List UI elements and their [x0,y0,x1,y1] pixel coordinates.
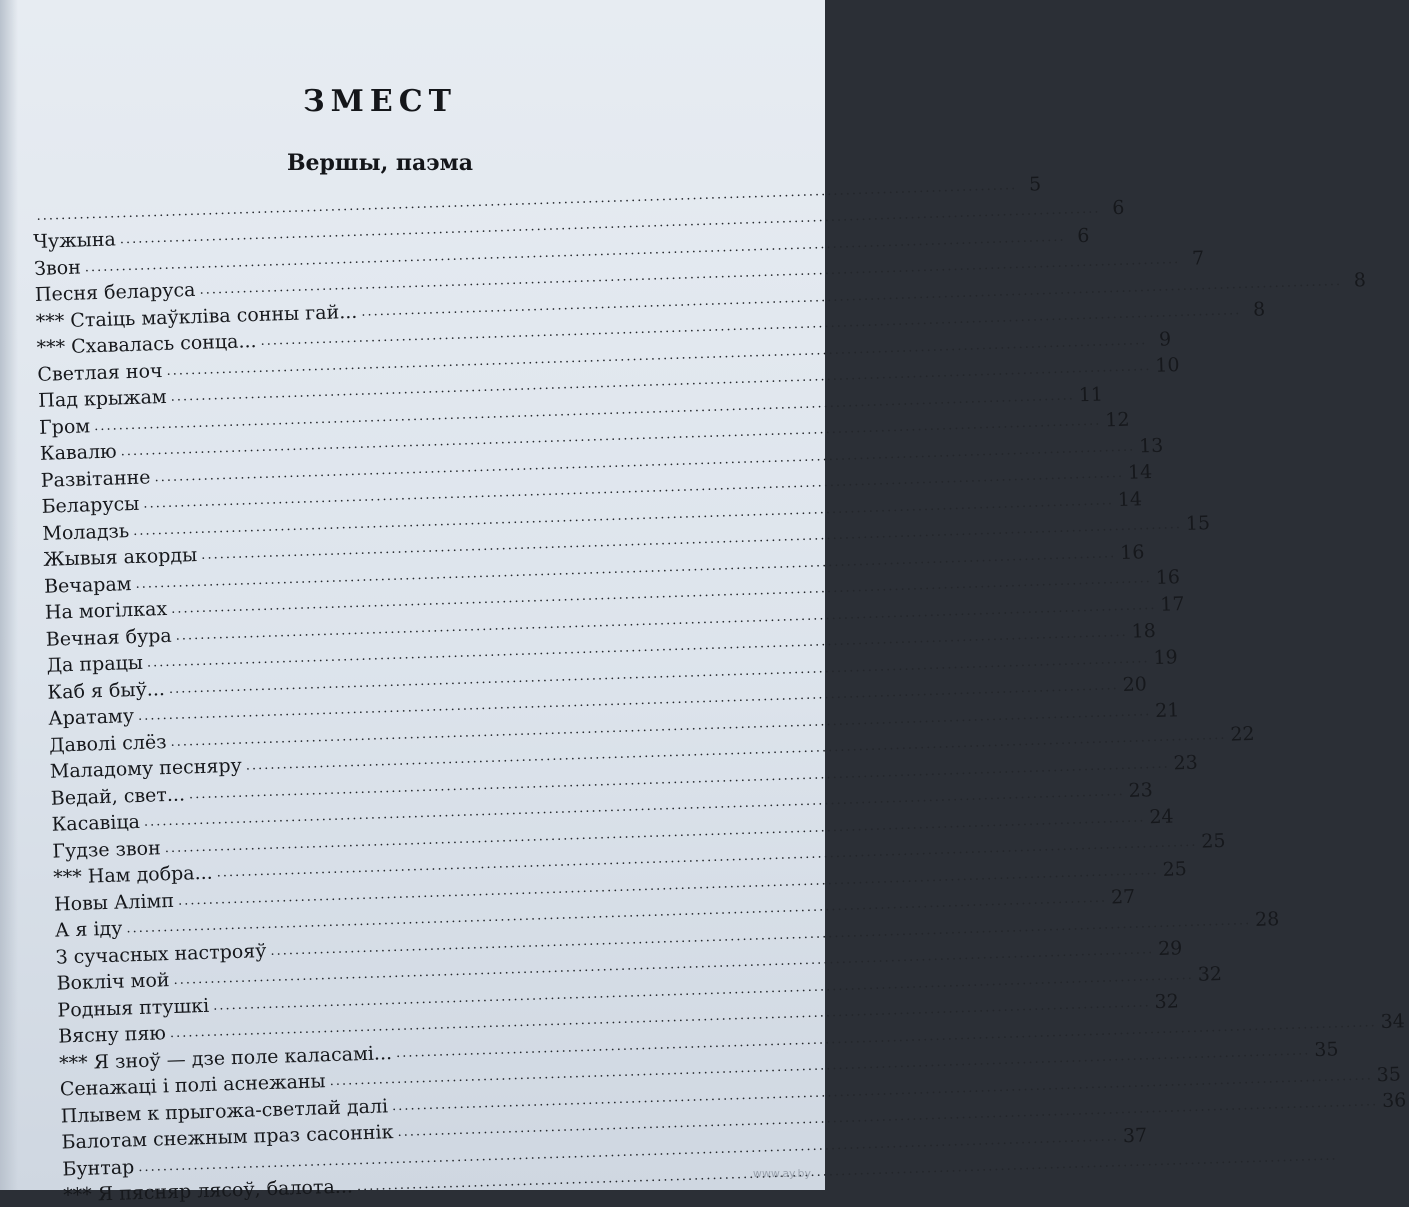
toc-entry-page: 22 [1230,722,1255,746]
toc-entry-title: Касавіца [51,810,141,836]
toc-entry-page: 36 [1381,1089,1407,1113]
toc-entry-page: 28 [1254,907,1280,931]
toc-entry-title: Аратаму [47,705,135,730]
toc-entry-page: 16 [1119,540,1145,564]
toc-entry-page: 32 [1154,990,1180,1014]
toc-entry-page: 23 [1173,751,1199,774]
toc-entry-title: Вечная бура [45,624,172,651]
toc-entry-page: 6 [1077,224,1090,247]
toc-entry-title: Вясну пяю [57,1022,167,1048]
toc-entry-page: 18 [1131,619,1157,643]
toc-entry-title: Песня беларуса [34,278,196,306]
toc-entry-page: 8 [1353,268,1367,292]
toc-entry-title: Вечарам [43,572,132,598]
toc-entry-title: Звон [33,256,82,280]
toc-entry-page: 37 [1122,1123,1148,1147]
toc-entry-title: Вокліч мой [56,969,170,995]
toc-entry-page [1342,1166,1362,1167]
toc-entry-page: 24 [1149,804,1174,828]
toc-entry-page: 20 [1122,673,1148,696]
toc-entry-page: 8 [1252,298,1266,321]
toc-entry-page: 32 [1197,962,1223,986]
section-heading: Вершы, паэма [286,150,474,176]
toc-entry-page: 6 [1111,196,1125,220]
toc-entry-title: Плывем к прыгожа-светлай далі [60,1094,389,1128]
toc-entry-page: 12 [1104,408,1130,432]
page-gutter-shadow [0,0,18,1190]
toc-entry-title: *** Я зноў — дзе поле каласамі... [58,1041,393,1075]
toc-entry-title: Пад крыжам [37,385,167,412]
toc-entry-title: Беларусы [41,492,140,518]
toc-entry-page: 23 [1128,779,1154,802]
toc-entry-title: *** Я пясняр лясоў, балота... [62,1175,354,1207]
toc-entry-title: Кавалю [39,440,117,465]
toc-entry-title: Бунтар [62,1155,135,1181]
toc-entry-title: Родныя птушкі [57,994,210,1022]
toc-entry-page: 34 [1380,1009,1406,1033]
toc-entry-page: 25 [1201,829,1226,853]
toc-entry-page: 35 [1376,1062,1402,1086]
toc-entry-title: Жывыя акорды [42,543,198,571]
toc-entry-page: 13 [1138,434,1164,457]
toc-entry-page: 25 [1162,857,1188,881]
toc-entry-title: Гудзе звон [52,836,162,863]
watermark: www.ay.by [752,1167,811,1180]
toc-entry-title: Балотам снежным праз сасоннік [61,1121,394,1154]
toc-entry-title: Ведай, свет... [50,782,186,810]
toc-entry-title: Светлая ноч [37,359,163,386]
toc-entry-title: Новы Алімп [53,889,175,916]
toc-entry-page: 19 [1153,645,1179,669]
toc-entry-page: 9 [1158,327,1172,351]
toc-entry-title: Маладому песняру [49,754,243,783]
toc-entry-page: 7 [1191,247,1205,270]
toc-entry-page: 35 [1313,1038,1339,1062]
toc-entry-title: Развітанне [40,465,151,492]
toc-entry-title: На могілках [44,597,168,624]
toc-entry-title: З сучасных настрояў [55,939,267,969]
toc-entry-title: *** Нам добра... [52,861,214,889]
toc-entry-title: *** Стаіць маўкліва сонны гай... [35,300,358,333]
toc-entry-page: 27 [1110,885,1136,909]
toc-entry-page: 14 [1127,460,1153,484]
toc-entry-page: 16 [1155,566,1181,589]
toc-entry-title: А я іду [54,917,123,942]
toc-entry-title: *** Схавалась сонца... [36,330,257,359]
toc-entry-title: Сенажаці і полі аснежаны [59,1070,326,1101]
toc-entry-title: Каб я быў... [47,677,166,704]
page-title: ЗМЕСТ [303,84,457,119]
toc-entry-page: 10 [1154,354,1180,377]
toc-entry-page: 11 [1078,382,1104,406]
toc-entry-page: 17 [1159,592,1185,616]
toc-entry-title: Гром [38,414,91,439]
toc-entry-title: Чужына [32,228,117,253]
toc-entry-page: 29 [1157,937,1183,960]
toc-entry-page: 14 [1117,487,1143,511]
table-of-contents [32,172,1407,1207]
toc-entry-title: Моладзь [42,519,130,545]
toc-entry-title: Даволі слёз [48,730,167,757]
toc-entry-title: Да працы [46,651,144,677]
toc-entry-page: 5 [1028,172,1042,196]
toc-entry-page: 15 [1185,512,1211,535]
toc-entry-page: 21 [1154,698,1180,722]
